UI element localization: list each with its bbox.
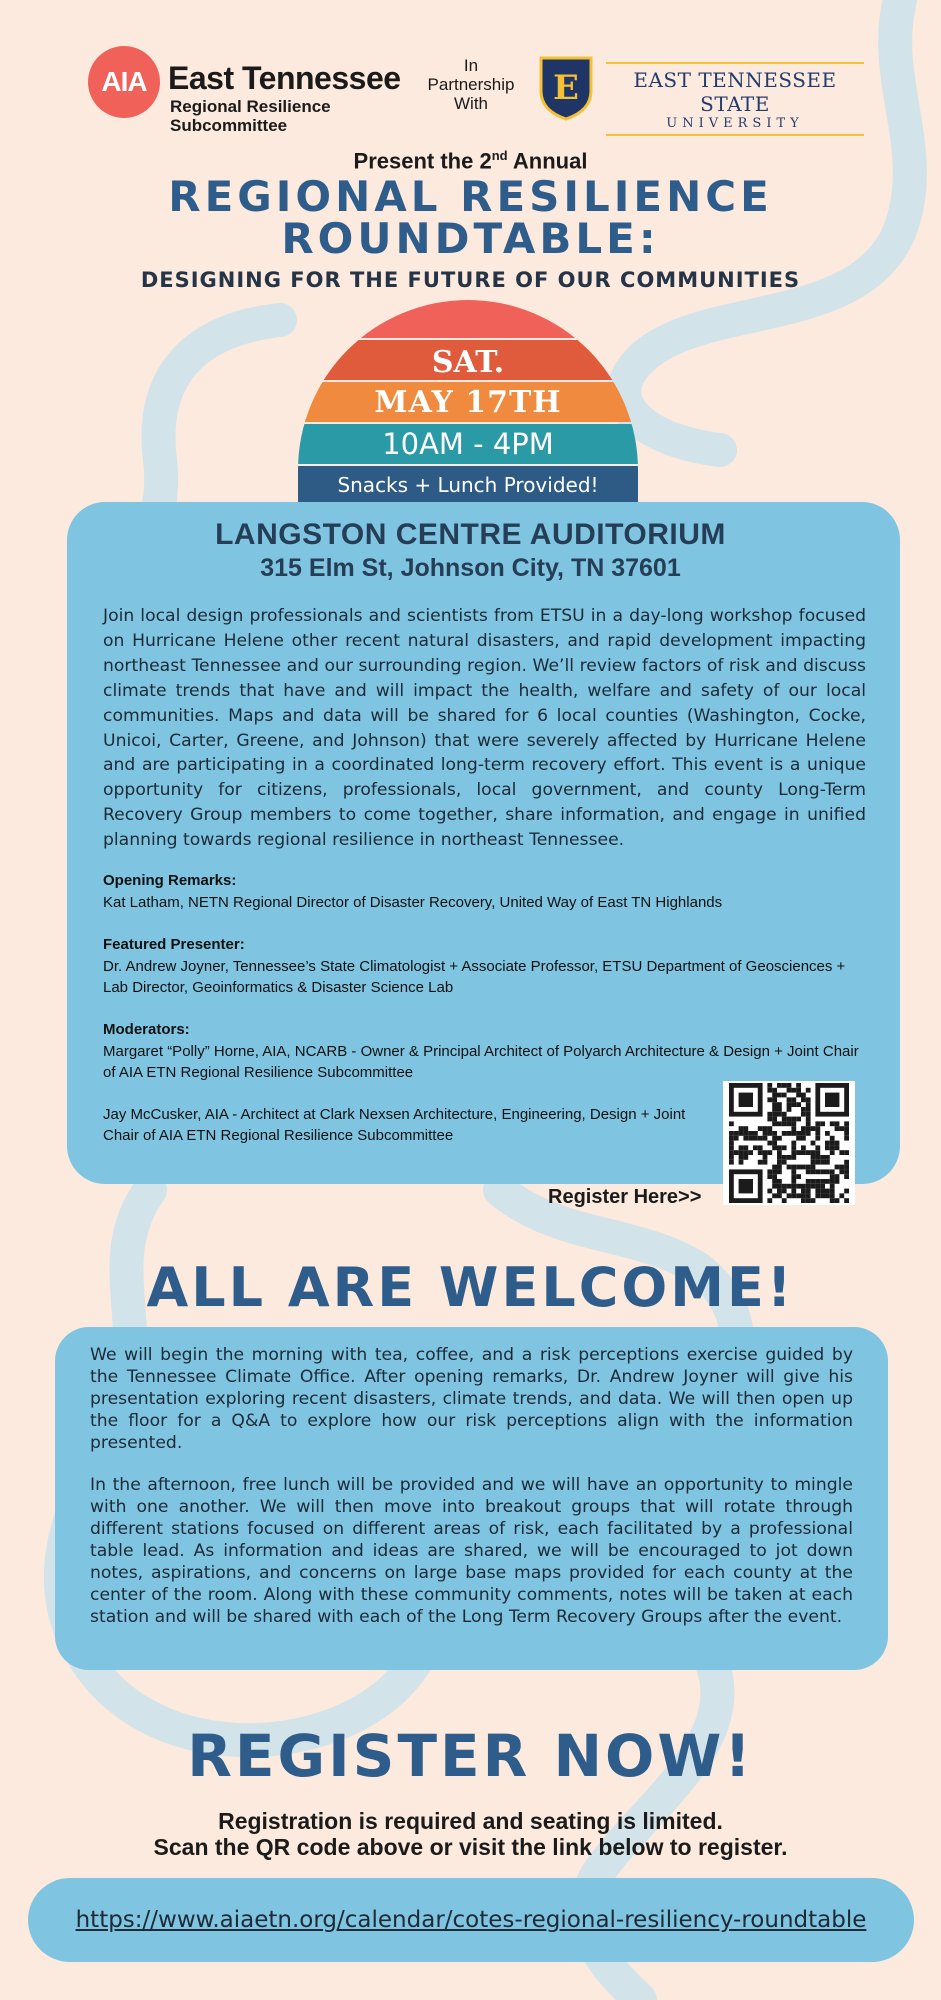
event-subtitle: DESIGNING FOR THE FUTURE OF OUR COMMUNITIES xyxy=(140,268,801,292)
moderators-label: Moderators: xyxy=(103,1021,190,1038)
opening-remarks-label: Opening Remarks: xyxy=(103,872,237,889)
event-food: Snacks + Lunch Provided! xyxy=(337,473,599,497)
registration-url-link[interactable]: https://www.aiaetn.org/calendar/cotes-regional-resiliency-roundtable xyxy=(75,1907,867,1933)
aia-logo xyxy=(88,46,160,118)
etsu-name-line-1: EAST TENNESSEE STATE xyxy=(633,68,837,116)
register-now-heading: REGISTER NOW! xyxy=(187,1722,754,1790)
featured-presenter-person: Dr. Andrew Joyner, Tennessee’s State Climatologist + Associate Professor, ETSU Department of Geosciences + Lab Director, Geoinformatics & Disaster Science Lab xyxy=(103,958,846,996)
aia-logo-text: AIA xyxy=(101,66,147,97)
event-date: MAY 17TH xyxy=(374,384,562,420)
registration-url-pill xyxy=(28,1878,914,1962)
partner-line-3: With xyxy=(454,94,488,113)
aia-sub-line-1: Regional Resilience xyxy=(170,97,331,116)
moderator-2: Jay McCusker, AIA - Architect at Clark Nexsen Architecture, Engineering, Design + Joint Chair of AIA ETN Regional Resilience Subcommittee xyxy=(103,1106,686,1144)
present-line xyxy=(0,148,941,174)
moderator-1: Margaret “Polly” Horne, AIA, NCARB - Owner & Principal Architect of Polyarch Architecture & Design + Joint Chair of AIA ETN Regional Resilience Subcommittee xyxy=(103,1043,859,1081)
partner-line-2: Partnership xyxy=(427,75,515,94)
qr-code-image xyxy=(723,1081,855,1205)
etsu-name-line-2: UNIVERSITY xyxy=(666,116,804,131)
event-time: 10AM - 4PM xyxy=(382,427,554,461)
welcome-heading: ALL ARE WELCOME! xyxy=(146,1256,795,1319)
title-line-2: ROUNDTABLE: xyxy=(281,214,660,263)
event-sun-graphic xyxy=(296,298,640,510)
afternoon-agenda: In the afternoon, free lunch will be provided and we will have an opportunity to mingle with one another. We will then move into breakout groups that will rotate through different stations focused on different areas of risk, each facilitated by a professional table lead. As information and ideas are shared, we will be encouraged to jot down notes, aspirations, and concerns on large base maps provided for each county at the center of the room. Along with these community comments, notes will be taken at each station and will be shared with each of the Long Term Recovery Groups after the event. xyxy=(90,1475,853,1627)
registration-qr-code[interactable] xyxy=(723,1081,855,1205)
event-title xyxy=(0,172,941,263)
registration-note xyxy=(0,1808,941,1860)
aia-sub-line-2: Subcommittee xyxy=(170,116,288,135)
opening-remarks-person: Kat Latham, NETN Regional Director of Disaster Recovery, United Way of East TN Highlands xyxy=(103,894,723,911)
aia-subcommittee xyxy=(170,97,370,135)
venue-name: LANGSTON CENTRE AUDITORIUM xyxy=(215,518,726,551)
featured-presenter-label: Featured Presenter: xyxy=(103,936,245,953)
partnership-text xyxy=(416,56,526,113)
morning-agenda: We will begin the morning with tea, coffee, and a risk perceptions exercise guided by the Tennessee Climate Office. After opening remarks, Dr. Andrew Joyner will give his presentation exploring recent disasters, climate trends, and data. We will then open up the floor for a Q&A to explore how our risk perceptions align with the information presented. xyxy=(90,1345,853,1453)
register-here-link[interactable]: Register Here>> xyxy=(548,1186,702,1208)
registration-note-line-1: Registration is required and seating is limited. xyxy=(218,1808,723,1834)
venue-address: 315 Elm St, Johnson City, TN 37601 xyxy=(260,554,681,582)
partner-line-1: In xyxy=(463,56,479,75)
present-text-end: Annual xyxy=(507,148,588,174)
title-line-1: REGIONAL RESILIENCE xyxy=(168,172,773,221)
etsu-shield-letter: E xyxy=(553,68,579,108)
etsu-shield-icon xyxy=(538,55,594,121)
event-day: SAT. xyxy=(431,344,505,380)
present-superscript: nd xyxy=(491,148,508,163)
registration-note-line-2: Scan the QR code above or visit the link below to register. xyxy=(153,1834,788,1860)
present-text: Present the 2 xyxy=(353,148,492,174)
event-description: Join local design professionals and scientists from ETSU in a day-long workshop focused on Hurricane Helene other recent natural disasters, and rapid development impacting northeast Tennessee and our surrounding region. We’ll review factors of risk and discuss climate trends that have and will impact the health, welfare and safety of our local communities. Maps and data will be shared for 6 local counties (Washington, Cocke, Unicoi, Carter, Greene, and Johnson) that were severely affected by Hurricane Helene and are participating in a coordinated long-term recovery effort. This event is a unique opportunity for citizens, professionals, local government, and county Long-Term Recovery Group members to come together, share information, and engage in unified planning towards regional resilience in northeast Tennessee. xyxy=(103,606,866,851)
etsu-wordmark xyxy=(606,62,864,136)
aia-chapter-title: East Tennessee xyxy=(168,60,401,96)
